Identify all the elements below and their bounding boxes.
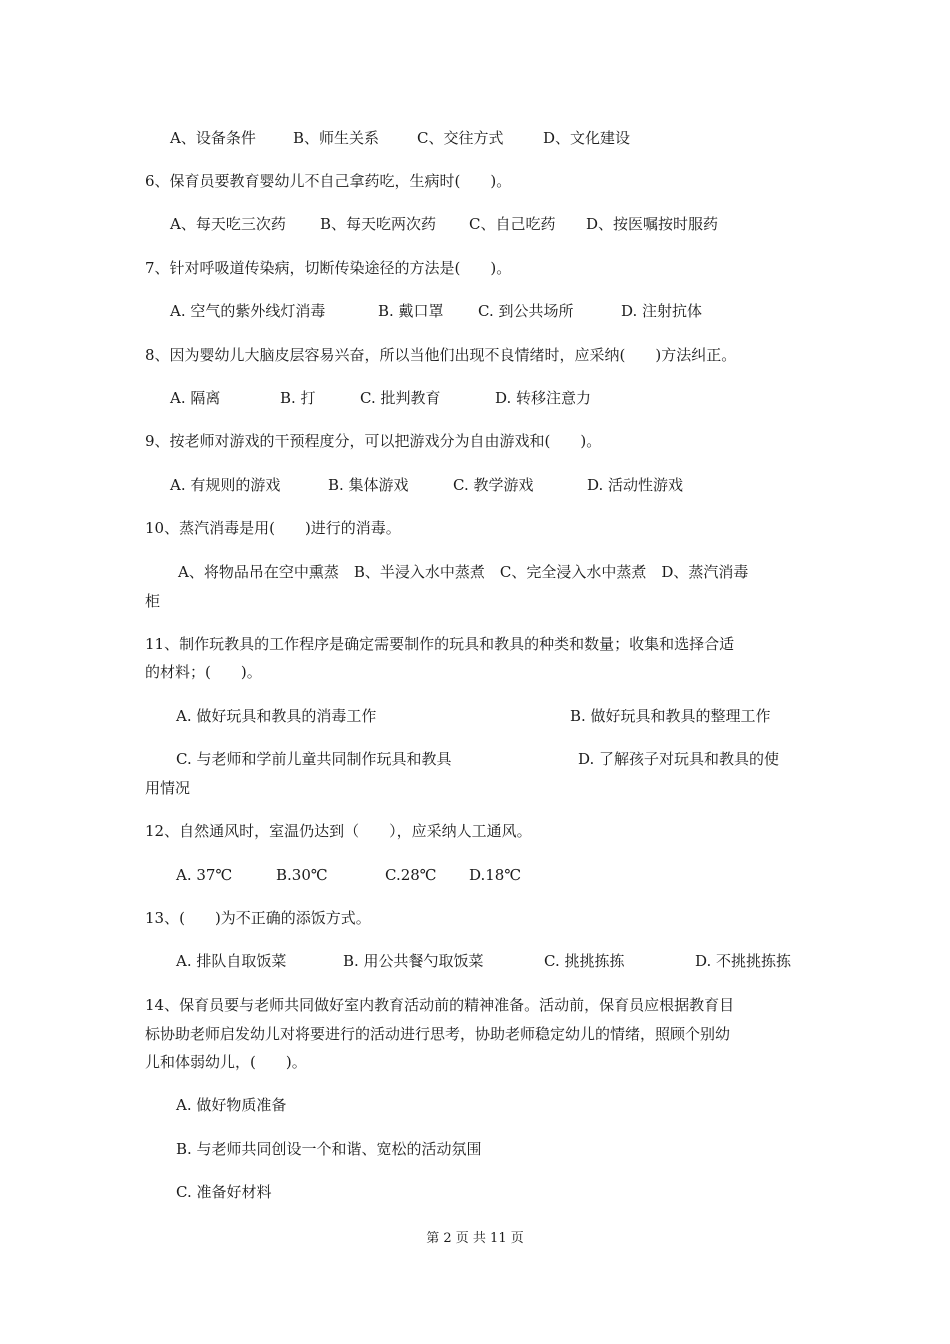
q14-option-a: A. 做好物质准备 [176,1096,287,1114]
q11-option-c: C. 与老师和学前儿童共同制作玩具和教具 [176,750,452,768]
q8-option-b: B. 打 [280,389,316,407]
q6-option-b: B、每天吃两次药 [320,215,437,233]
q5-option-b: B、师生关系 [293,129,380,147]
q6-option-a: A、每天吃三次药 [170,215,286,233]
q8-option-c: C. 批判教育 [360,389,441,407]
q7-option-a: A. 空气的紫外线灯消毒 [170,302,326,320]
q11-option-d: D. 了解孩子对玩具和教具的使 [578,750,780,768]
q11-option-a: A. 做好玩具和教具的消毒工作 [176,707,377,725]
q9-option-b: B. 集体游戏 [328,476,409,494]
q11-options-cd [145,749,825,769]
q10-options: A、将物品吊在空中熏蒸 B、半浸入水中蒸煮 C、完全浸入水中蒸煮 D、蒸汽消毒 [178,563,749,581]
q14-option-c: C. 准备好材料 [176,1183,272,1201]
q5-option-c: C、交往方式 [417,129,504,147]
q9-stem: 9、按老师对游戏的干预程度分，可以把游戏分为自由游戏和( )。 [145,432,602,450]
q11-option-b: B. 做好玩具和教具的整理工作 [570,707,771,725]
q6-stem: 6、保育员要教育婴幼儿不自己拿药吃，生病时( )。 [145,172,512,190]
q14-option-b: B. 与老师共同创设一个和谐、宽松的活动氛围 [176,1140,482,1158]
q12-options [145,865,825,885]
q11-options-ab [145,706,825,726]
q13-option-c: C. 挑挑拣拣 [544,952,625,970]
q12-option-d: D.18℃ [469,866,522,884]
q12-stem: 12、自然通风时，室温仍达到（ ），应采纳人工通风。 [145,822,532,840]
q14-stem-line-1: 14、保育员要与老师共同做好室内教育活动前的精神准备。活动前，保育员应根据教育目 [145,996,735,1014]
q12-option-c: C.28℃ [385,866,437,884]
q7-options [145,301,825,321]
q12-option-b: B.30℃ [276,866,328,884]
q12-option-a: A. 37℃ [176,866,233,884]
q5-option-d: D、文化建设 [543,129,631,147]
q13-option-d: D. 不挑挑拣拣 [695,952,792,970]
q11-option-d-continued: 用情况 [145,779,191,797]
q5-options [145,128,825,148]
q8-option-d: D. 转移注意力 [495,389,592,407]
q13-option-a: A. 排队自取饭菜 [176,952,287,970]
q5-option-a: A、设备条件 [170,129,256,147]
q10-stem: 10、蒸汽消毒是用( )进行的消毒。 [145,519,401,537]
q6-option-d: D、按医嘱按时服药 [586,215,719,233]
q14-stem-line-3: 儿和体弱幼儿，( )。 [145,1053,307,1071]
q8-option-a: A. 隔离 [170,389,221,407]
q6-options [145,214,825,234]
q13-option-b: B. 用公共餐勺取饭菜 [343,952,484,970]
q6-option-c: C、自己吃药 [469,215,556,233]
q9-options [145,475,825,495]
q7-option-b: B. 戴口罩 [378,302,444,320]
q11-stem-line-1: 11、制作玩教具的工作程序是确定需要制作的玩具和教具的种类和数量；收集和选择合适 [145,635,735,653]
q10-options-continued: 柜 [145,592,161,610]
q7-option-d: D. 注射抗体 [621,302,703,320]
q14-stem-line-2: 标协助老师启发幼儿对将要进行的活动进行思考，协助老师稳定幼儿的情绪，照顾个别幼 [145,1025,731,1043]
q9-option-d: D. 活动性游戏 [587,476,684,494]
q9-option-a: A. 有规则的游戏 [170,476,281,494]
q11-stem-line-2: 的材料；( )。 [145,663,262,681]
q7-stem: 7、针对呼吸道传染病，切断传染途径的方法是( )。 [145,259,512,277]
q8-stem: 8、因为婴幼儿大脑皮层容易兴奋，所以当他们出现不良情绪时，应采纳( )方法纠正。 [145,346,737,364]
q13-options [145,951,825,971]
q13-stem: 13、( )为不正确的添饭方式。 [145,909,371,927]
q8-options [145,388,825,408]
q9-option-c: C. 教学游戏 [453,476,534,494]
q7-option-c: C. 到公共场所 [478,302,574,320]
page-footer: 第 2 页 共 11 页 [426,1231,524,1246]
